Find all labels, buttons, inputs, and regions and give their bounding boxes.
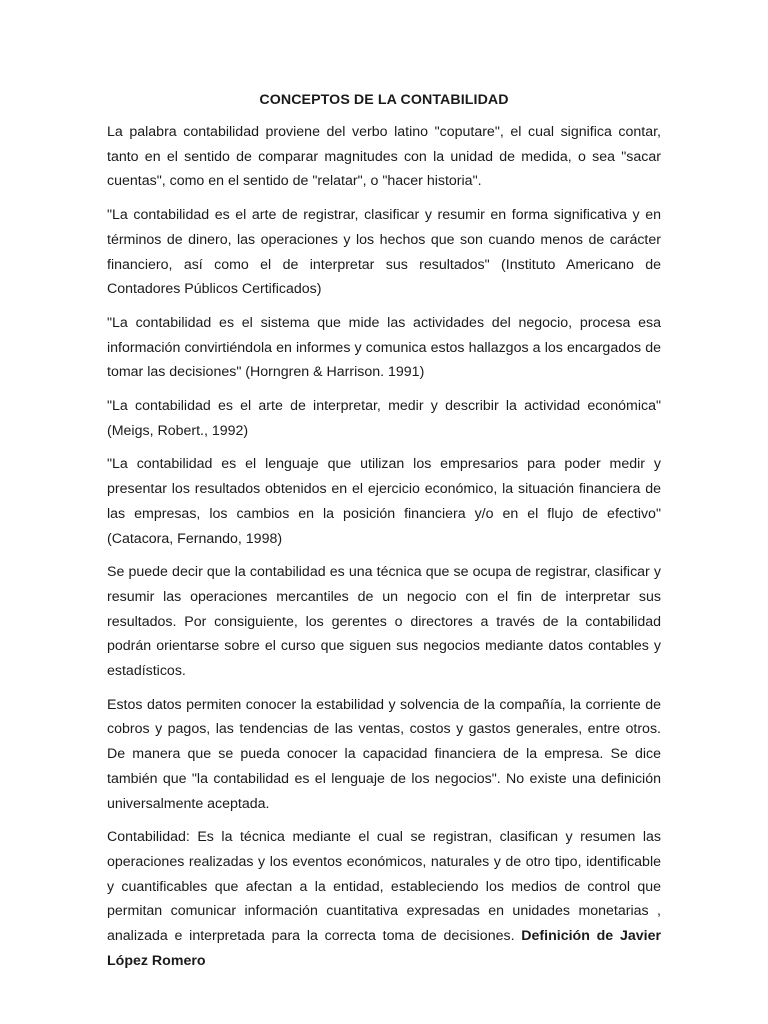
paragraph-definition-meigs: "La contabilidad es el arte de interpretar, medir y describir la actividad económica" (Meigs, Robert., 1992) [107, 398, 661, 439]
paragraph-etymology: La palabra contabilidad proviene del verbo latino "coputare", el cual significa contar, tanto en el sentido de comparar magnitudes con la unidad de medida, o sea "sacar cuentas", como en el sentido de "relatar", o "hacer historia". [107, 124, 661, 190]
paragraph-definition-catacora: "La contabilidad es el lenguaje que utilizan los empresarios para poder medir y presentar los resultados obtenidos en el ejercicio económico, la situación financiera de las empresas, los cambios en la posición financiera y/o en el flujo de efectivo" (Catacora, Fernando, 1998) [107, 456, 661, 547]
paragraph-definition-horngren: "La contabilidad es el sistema que mide las actividades del negocio, procesa esa información convirtiéndola en informes y comunica estos hallazgos a los encargados de tomar las decisiones" (Horngren & Harrison. 1991) [107, 314, 661, 381]
definition-text: Contabilidad: Es la técnica mediante el cual se registran, clasifican y resumen las operaciones realizadas y los eventos económicos, naturales y de otro tipo, identificable y cuantificables que afectan a la entidad, estableciendo los medios de control que permitan comunicar información cuantitativa expresadas en unidades monetarias , analizada e interpretada para la correcta toma de decisiones. [107, 829, 661, 945]
paragraph-data-uses: Estos datos permiten conocer la estabilidad y solvencia de la compañía, la corriente de cobros y pagos, las tendencias de las ventas, costos y gastos generales, entre otros. De manera que se pueda conocer la capacidad financiera de la empresa. Se dice también que "la contabilidad es el lenguaje de los negocios". No existe una definición universalmente aceptada. [107, 696, 661, 812]
paragraph-definition-aicpa: "La contabilidad es el arte de registrar, clasificar y resumir en forma significativa y en términos de dinero, las operaciones y los hechos que son cuando menos de carácter financiero, así como el de interpretar sus resultados" (Instituto Americano de Contadores Públicos Certificados) [107, 207, 661, 298]
paragraph-contabilidad-definition [107, 825, 661, 973]
page-title: CONCEPTOS DE LA CONTABILIDAD [259, 92, 509, 108]
paragraph-technique: Se puede decir que la contabilidad es una técnica que se ocupa de registrar, clasificar y resumir las operaciones mercantiles de un negocio con el fin de interpretar sus resultados. Por consiguiente, los gerentes o directores a través de la contabilidad podrán orientarse sobre el curso que siguen sus negocios mediante datos contables y estadísticos. [107, 564, 661, 680]
definition-author: Definición de Javier López Romero [107, 928, 661, 969]
